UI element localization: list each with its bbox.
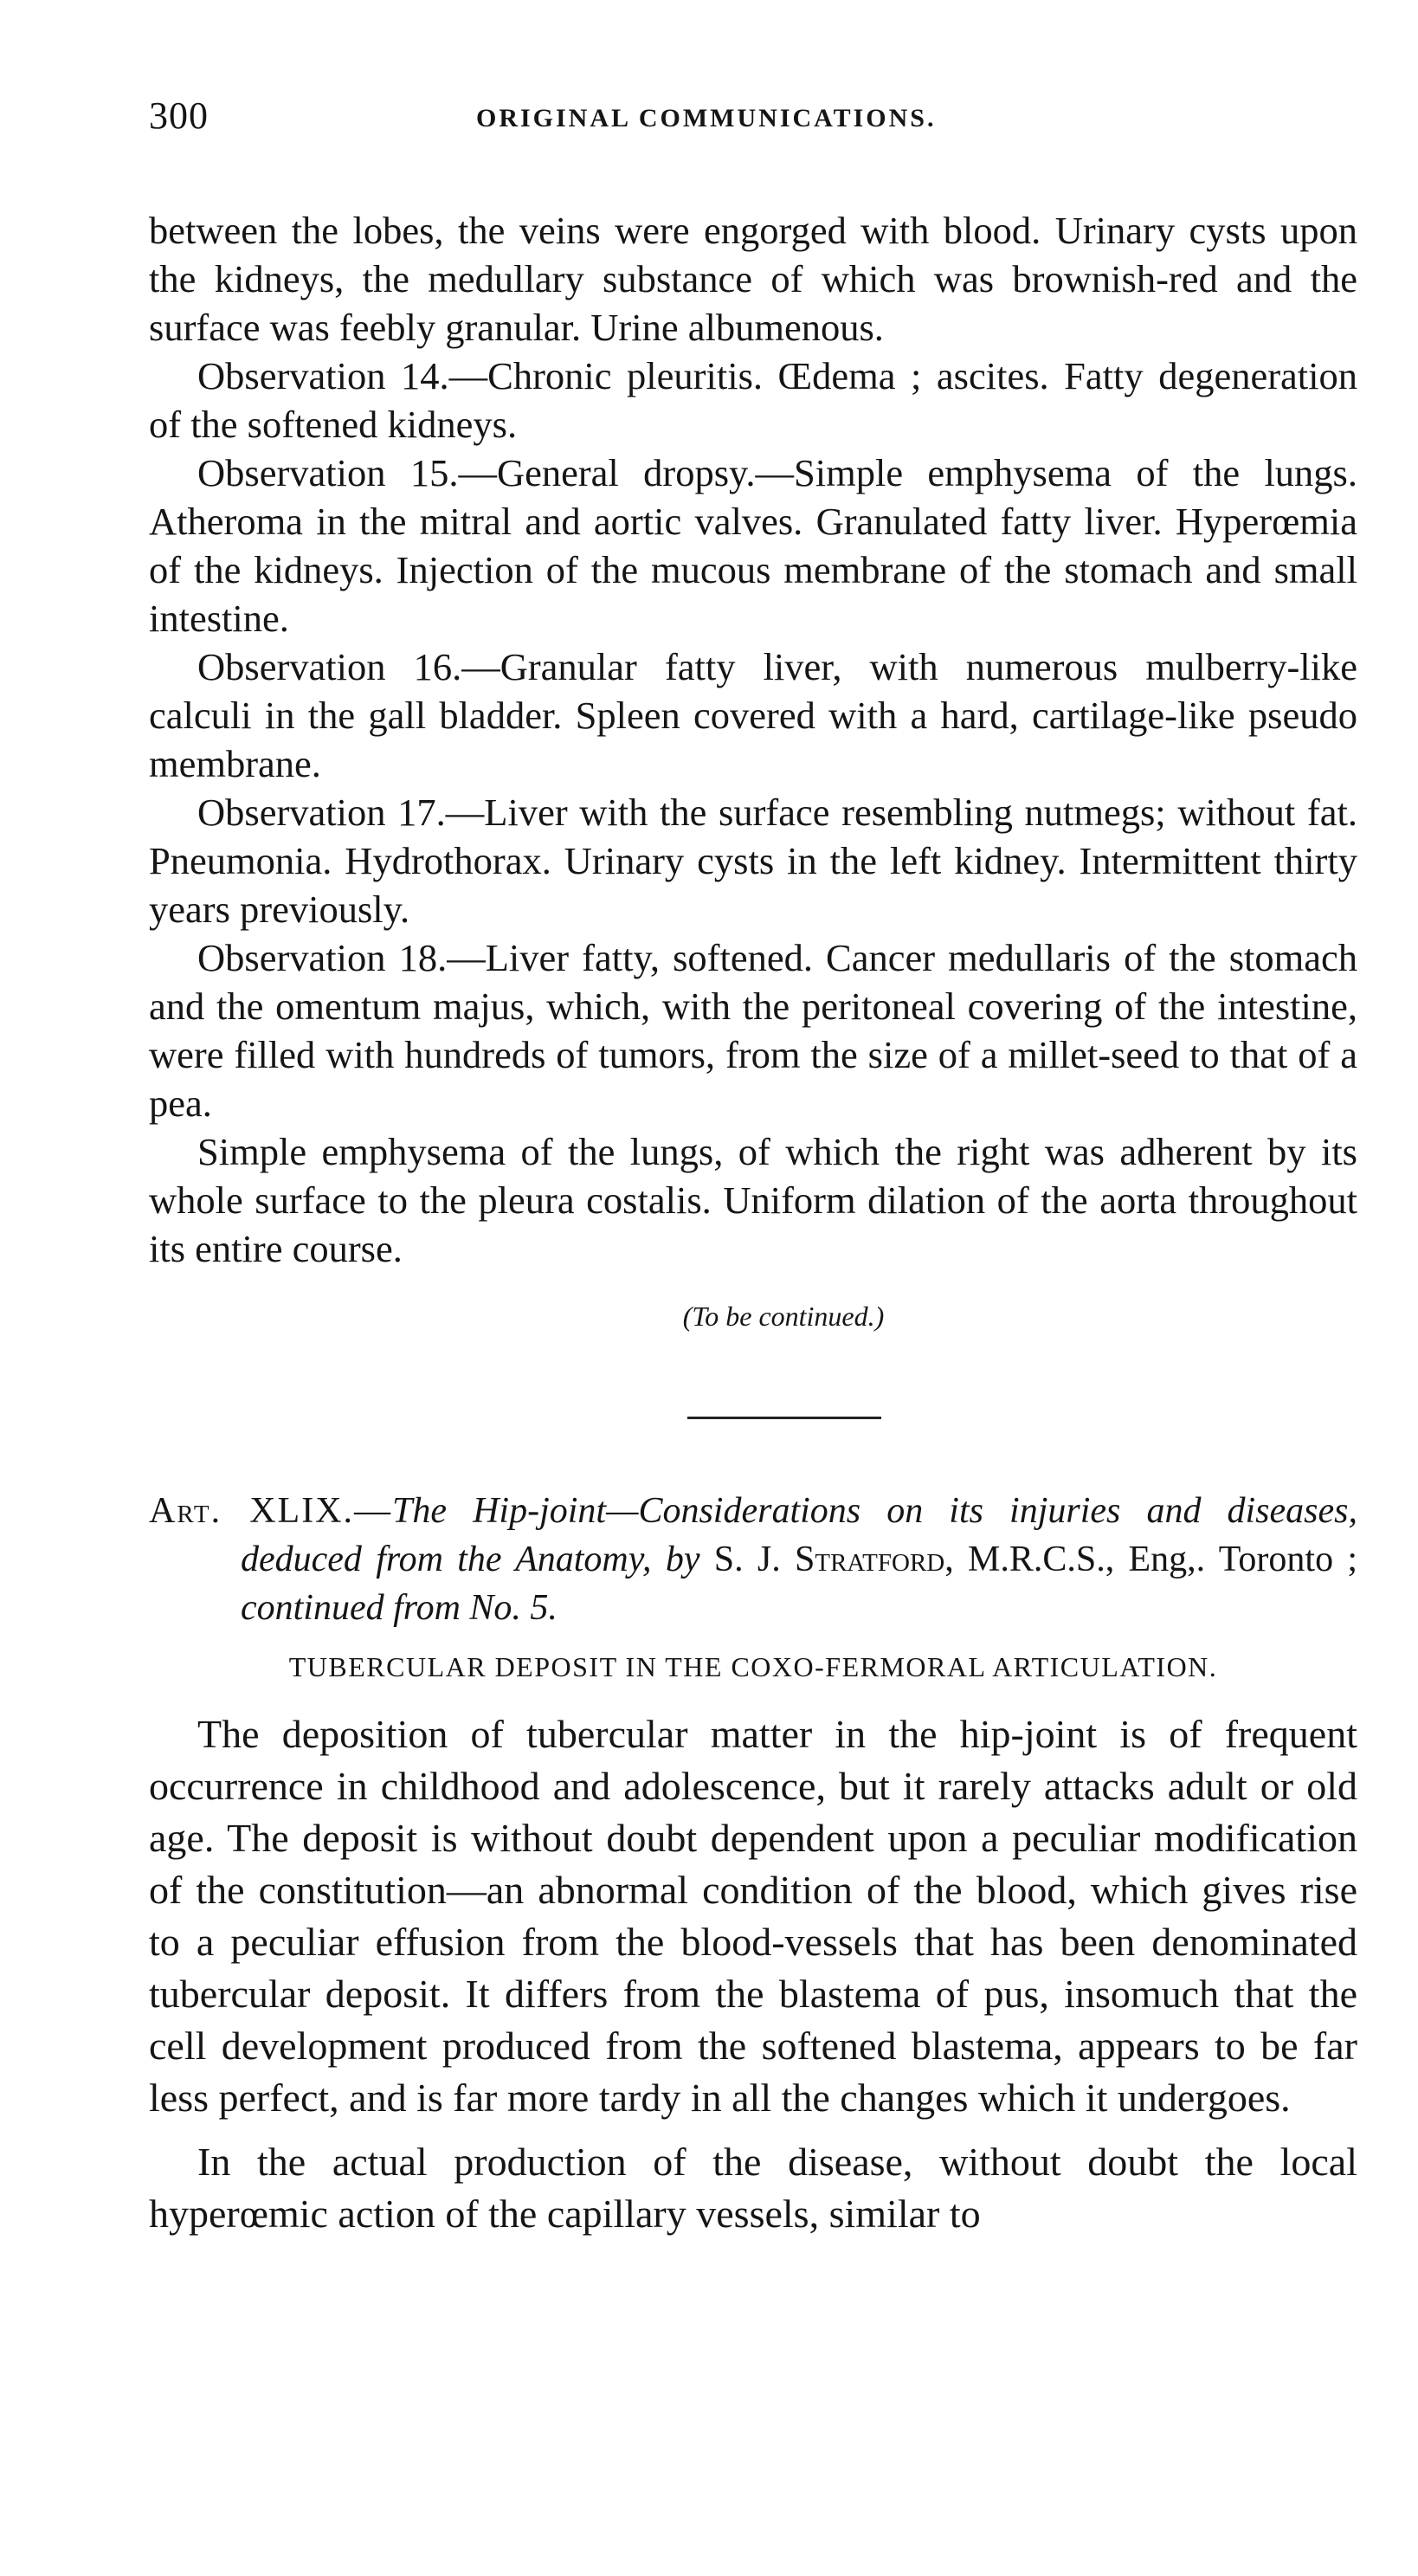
article-label: Art. XLIX.—: [149, 1491, 393, 1531]
article-body: [149, 1708, 1357, 2240]
article-paragraph-1: The deposition of tubercular matter in the hip-joint is of frequent occurrence in childhood and adolescence, but it rarely attacks adult or old age. The deposit is without doubt dependent upon a peculiar modification of the constitution—an abnormal condition of the blood, which gives rise to a peculiar effusion from the blood-vessels that has been denominated tubercular deposit. It differs from the blastema of pus, insomuch that the cell development produced from the softened blastema, appears to be far less perfect, and is far more tardy in all the changes which it undergoes.: [149, 1712, 1357, 2120]
article-credentials: M.R.C.S., Eng,. Toronto ;: [968, 1540, 1358, 1579]
page-header: [149, 94, 1357, 163]
paragraph-observation-14: Observation 14.—Chronic pleuritis. Œdema ; ascites. Fatty degeneration of the softened kidneys.: [149, 354, 1357, 446]
paragraph-observation-17: Observation 17.—Liver with the surface resembling nutmegs; without fat. Pneumonia. Hydrothorax. Urinary cysts in the left kidney. Intermittent thirty years previously.: [149, 791, 1357, 931]
section-heading: TUBERCULAR DEPOSIT IN THE COXO-FERMORAL ARTICULATION.: [288, 1651, 1218, 1682]
paragraph-emphysema: Simple emphysema of the lungs, of which the right was adherent by its whole surface to the pleura costalis. Uniform dilation of the aorta throughout its entire course.: [149, 1130, 1357, 1270]
paragraph-observation-15: Observation 15.—General dropsy.—Simple emphysema of the lungs. Atheroma in the mitral and aortic valves. Granulated fatty liver. Hyperœmia of the kidneys. Injection of the mucous membrane of the stomach and small intestine.: [149, 451, 1357, 640]
article-title-italic: The Hip-joint—Considerations on its injuries and diseases, deduced from the Anatomy, by: [241, 1491, 1358, 1579]
article-author: S. J. Stratford,: [713, 1540, 954, 1579]
article-title: [149, 1487, 1357, 1632]
paragraph-continued: between the lobes, the veins were engorged with blood. Urinary cysts upon the kidneys, the medullary substance of which was brownish-red and the surface was feebly granular. Urine albumenous.: [149, 209, 1357, 349]
article-paragraph-2: In the actual production of the disease, without doubt the local hyperœmic action of the capillary vessels, similar to: [149, 2140, 1357, 2236]
paragraph-observation-16: Observation 16.—Granular fatty liver, with numerous mulberry-like calculi in the gall bladder. Spleen covered with a hard, cartilage-like pseudo membrane.: [149, 645, 1357, 785]
article-continued-from: continued from No. 5.: [241, 1588, 558, 1628]
page-number: 300: [149, 94, 209, 137]
paragraph-observation-18: Observation 18.—Liver fatty, softened. Cancer medullaris of the stomach and the omentum majus, which, with the peritoneal covering of the intestine, were filled with hundreds of tumors, from the size of a millet-seed to that of a pea.: [149, 936, 1357, 1125]
page-body: [149, 206, 1357, 2240]
running-head: ORIGINAL COMMUNICATIONS.: [476, 104, 937, 132]
to-be-continued-note: (To be continued.): [682, 1301, 885, 1332]
section-divider-rule: [687, 1417, 881, 1419]
